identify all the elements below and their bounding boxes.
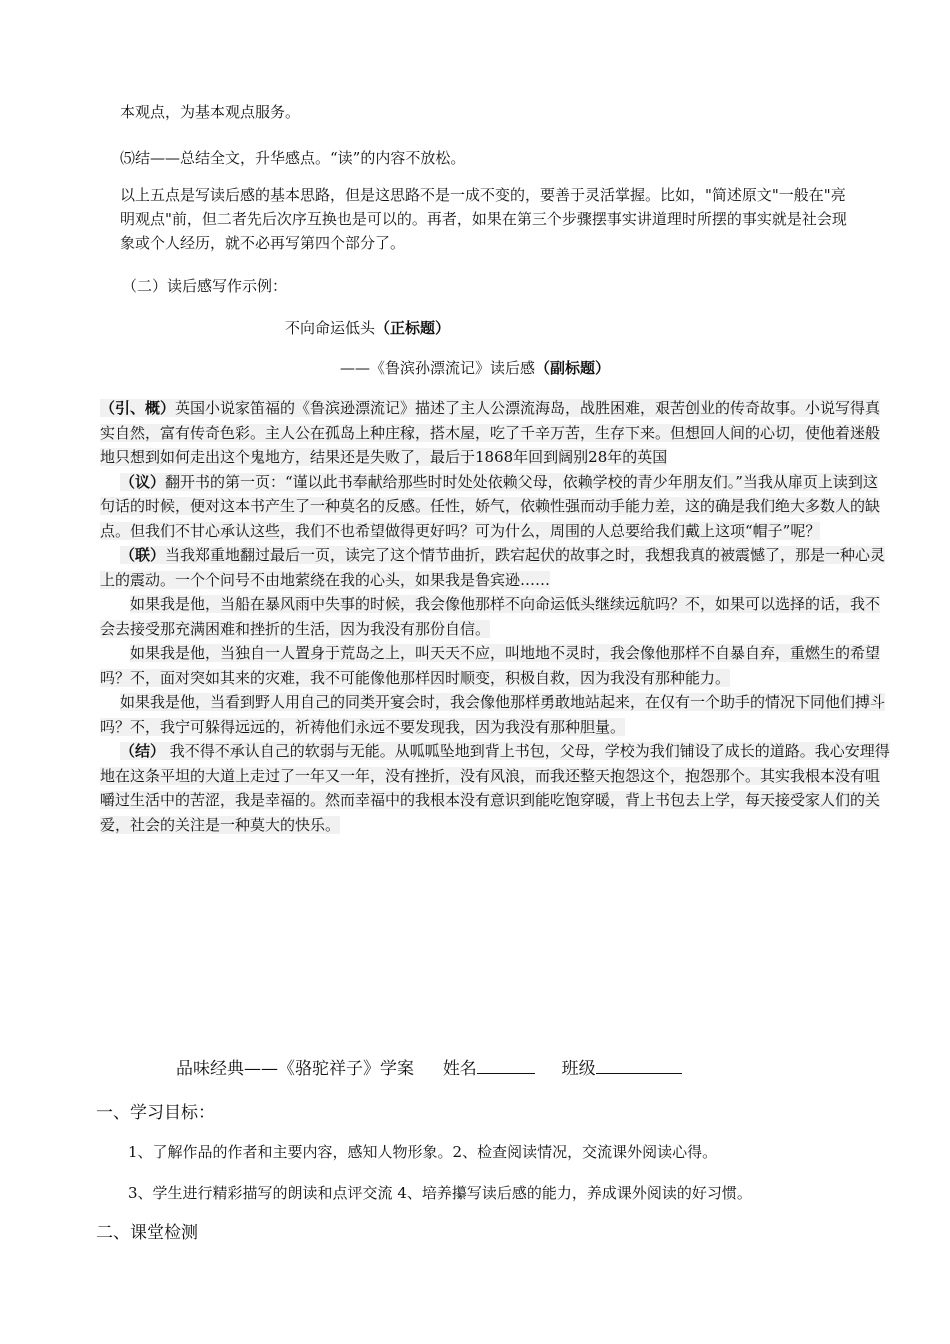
example-body: [100, 396, 890, 837]
section-heading: （二）读后感写作示例：: [122, 277, 288, 295]
class-field[interactable]: [596, 1055, 682, 1074]
text-line: ⑸结——总结全文，升华感点。“读”的内容不放松。: [120, 149, 466, 167]
section-heading: 二、课堂检测: [96, 1223, 198, 1243]
section-heading: 一、学习目标：: [96, 1103, 215, 1123]
example-title: 不向命运低头（正标题）: [285, 319, 451, 337]
paragraph: 如果我是他，当看到野人用自己的同类开宴会时，我会像他那样勇敢地站起来，在仅有一个助手的情况下同他们搏斗吗？不，我宁可躲得远远的，祈祷他们永远不要发现我，因为我没有那种胆量。: [100, 693, 886, 736]
paragraph: （议）翻开书的第一页：“谨以此书奉献给那些时时处处依赖父母，依赖学校的青少年朋友们。”当我从扉页上读到这句话的时候，便对这本书产生了一种莫名的反感。任性，娇气，依赖性强而动手能力差，这的确是我们绝大多数人的缺点。但我们不甘心承认这些，我们不也希望做得更好吗？可为什么，周围的人总要给我们戴上这项“帽子”呢？: [100, 472, 881, 540]
example-subtitle: ——《鲁滨孙漂流记》读后感（副标题）: [340, 359, 611, 377]
paragraph: （联）当我郑重地翻过最后一页，读完了这个情节曲折，跌宕起伏的故事之时，我想我真的被震憾了，那是一种心灵上的震动。一个个问号不由地萦绕在我的心头，如果我是鲁宾逊……: [100, 546, 886, 589]
paragraph: （引、概）英国小说家笛福的《鲁滨逊漂流记》描述了主人公漂流海岛，战胜困难，艰苦创业的传奇故事。小说写得真实自然，富有传奇色彩。主人公在孤岛上种庄稼，搭木屋，吃了千辛万苦，生存下来。但想回人间的心切，使他着迷般地只想到如何走出这个鬼地方，结果还是失败了，最后于1868年回到阔别28年的英国: [100, 399, 881, 466]
paragraph: 如果我是他，当船在暴风雨中失事的时候，我会像他那样不向命运低头继续远航吗？不，如果可以选择的话，我不会去接受那充满困难和挫折的生活，因为我没有那份自信。: [100, 595, 881, 638]
goal-line: 3、学生进行精彩描写的朗读和点评交流 4、培养攥写读后感的能力，养成课外阅读的好习惯。: [128, 1184, 752, 1202]
text-line: 本观点，为基本观点服务。: [120, 103, 301, 121]
name-field[interactable]: [477, 1055, 535, 1074]
worksheet-title: 品味经典——《骆驼祥子》学案 姓名 班级: [176, 1055, 682, 1082]
paragraph: （结） 我不得不承认自己的软弱与无能。从呱呱坠地到背上书包，父母，学校为我们铺设了成长的道路。我心安理得地在这条平坦的大道上走过了一年又一年，没有挫折，没有风浪，而我还整天抱怨这个，抱怨那个。其实我根本没有咀嚼过生活中的苦涩，我是幸福的。然而幸福中的我根本没有意识到能吃饱穿暖，背上书包去上学，每天接受家人们的关爱，社会的关注是一种莫大的快乐。: [100, 742, 890, 834]
paragraph: 如果我是他，当独自一人置身于荒岛之上，叫天天不应，叫地地不灵时，我会像他那样不自暴自弃，重燃生的希望吗？不，面对突如其来的灾难，我不可能像他那样因时顺变，积极自救，因为我没有那种能力。: [100, 644, 881, 687]
paragraph: 以上五点是写读后感的基本思路，但是这思路不是一成不变的，要善于灵活掌握。比如，"简述原文"一般在"亮明观点"前，但二者先后次序互换也是可以的。再者，如果在第三个步骤摆事实讲道理时所摆的事实就是社会现象或个人经历，就不必再写第四个部分了。: [120, 186, 847, 252]
goal-line: 1、了解作品的作者和主要内容，感知人物形象。2、检查阅读情况，交流课外阅读心得。: [128, 1143, 718, 1161]
